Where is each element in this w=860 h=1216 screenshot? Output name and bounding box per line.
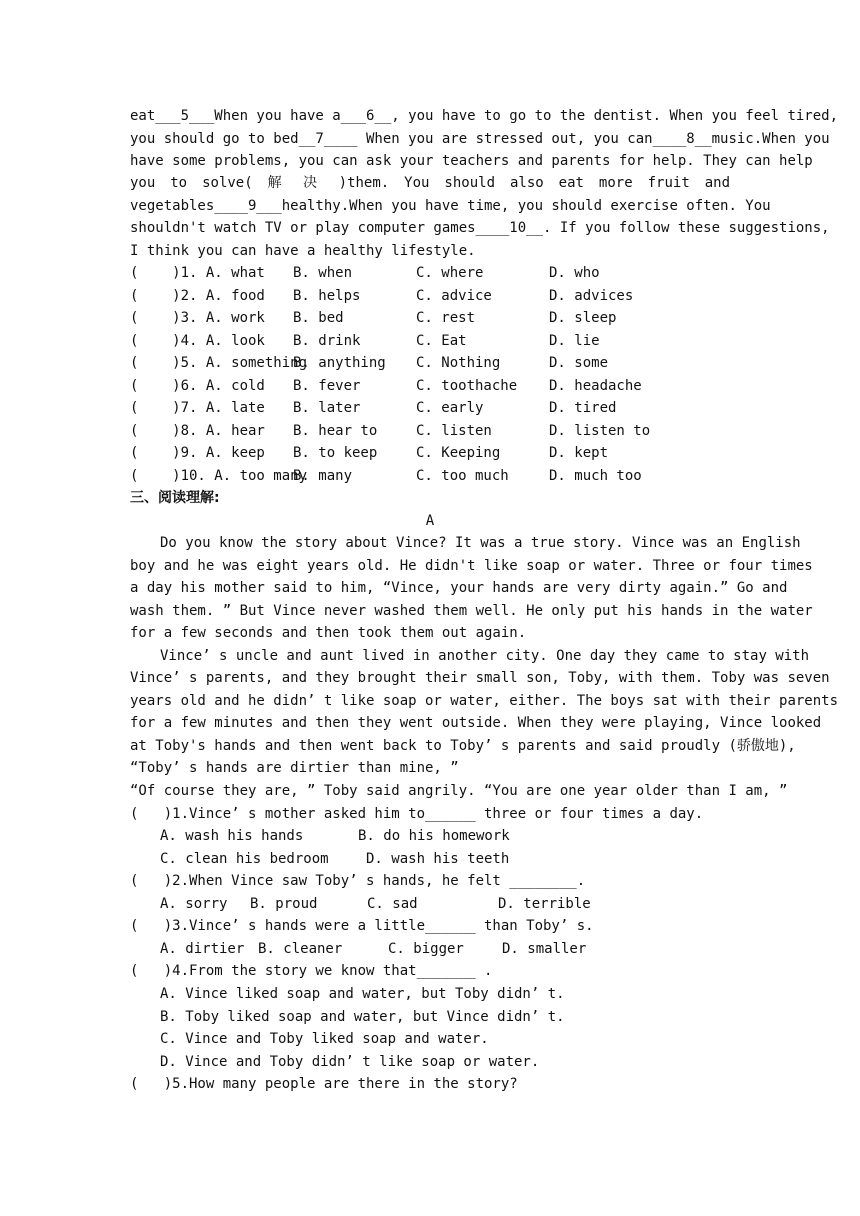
option-d: D. some [549,355,609,371]
passage-line: I think you can have a healthy lifestyle. [130,243,476,259]
option-c: C. toothache [416,378,518,394]
passage-line: Vince’ s uncle and aunt lived in another city. One day they came to stay with [160,648,810,664]
option-a: A. wash his hands [160,828,304,844]
passage-line: Do you know the story about Vince? It was a true story. Vince was an English [160,535,801,551]
option-c: C. early [416,400,484,416]
option-b: B. bed [293,310,344,326]
option-d: D. headache [549,378,642,394]
option-d: D. terrible [498,896,591,912]
option-d: D. sleep [549,310,617,326]
option-d: D. tired [549,400,617,416]
option-c: C. rest [416,310,476,326]
option-row [130,893,730,915]
option-d: D. who [549,265,600,281]
option-b: B. many [293,468,353,484]
question-number: ( )4. A. look [130,333,265,349]
option-d: D. wash his teeth [366,851,510,867]
question-row [130,307,730,329]
question-number: ( )8. A. hear [130,423,265,439]
question-row [130,285,730,307]
passage-line: at Toby's hands and then went back to Toby’ s parents and said proudly (骄傲地), [130,738,796,754]
option-b: B. later [293,400,361,416]
passage-line: eat___5___When you have a___6__, you have to go to the dentist. When you feel tired, [130,108,839,124]
option-row [130,1006,730,1028]
question-row [130,420,730,442]
question-stem: ( )3.Vince’ s hands were a little______ than Toby’ s. [130,918,594,934]
option-b: B. anything [293,355,386,371]
question-row [130,442,730,464]
option-a: A. Vince liked soap and water, but Toby didn’ t. [160,986,565,1002]
question-number: ( )2. A. food [130,288,265,304]
question-number: ( )5. A. something [130,355,308,371]
option-d: D. much too [549,468,642,484]
option-d: D. smaller [502,941,587,957]
option-b: B. hear to [293,423,378,439]
option-c: C. Vince and Toby liked soap and water. [160,1031,489,1047]
passage-line: shouldn't watch TV or play computer games____10__. If you follow these suggestions, [130,220,830,236]
question-row [130,465,730,487]
question-number: ( )10. A. too many [130,468,308,484]
passage-line: wash them. ” But Vince never washed them well. He only put his hands in the water [130,603,813,619]
passage-line: vegetables____9___healthy.When you have time, you should exercise often. You [130,198,771,214]
option-row [130,848,730,870]
option-b: B. fever [293,378,361,394]
question-stem: ( )1.Vince’ s mother asked him to______ three or four times a day. [130,806,704,822]
option-c: C. advice [416,288,492,304]
option-row [130,983,730,1005]
option-c: C. where [416,265,484,281]
option-c: C. listen [416,423,492,439]
question-stem: ( )5.How many people are there in the story? [130,1076,518,1092]
passage-line: you to solve( 解 决 )them. You should also eat more fruit and [130,175,730,191]
option-c: C. clean his bedroom [160,851,329,867]
question-row [130,330,730,352]
option-c: C. Nothing [416,355,501,371]
option-b: B. do his homework [358,828,510,844]
passage-line: a day his mother said to him, “Vince, your hands are very dirty again.” Go and [130,580,788,596]
option-d: D. kept [549,445,609,461]
question-number: ( )1. A. what [130,265,265,281]
option-c: C. bigger [388,941,464,957]
passage-line: you should go to bed__7____ When you are stressed out, you can____8__music.When you [130,131,830,147]
option-a: A. sorry [160,896,228,912]
option-b: B. helps [293,288,361,304]
question-row [130,352,730,374]
option-c: C. too much [416,468,509,484]
passage-line: “Toby’ s hands are dirtier than mine, ” [130,760,459,776]
option-b: B. to keep [293,445,378,461]
passage-line: boy and he was eight years old. He didn't like soap or water. Three or four times [130,558,813,574]
option-row [130,1028,730,1050]
option-b: B. proud [250,896,318,912]
option-d: D. advices [549,288,634,304]
passage-line: for a few seconds and then took them out again. [130,625,527,641]
passage-line: “Of course they are, ” Toby said angrily. “You are one year older than I am, ” [130,783,788,799]
passage-line: for a few minutes and then they went outside. When they were playing, Vince looked [130,715,822,731]
option-c: C. Eat [416,333,467,349]
option-d: D. lie [549,333,600,349]
option-c: C. Keeping [416,445,501,461]
option-row [130,938,730,960]
section-title: 三、阅读理解: [130,490,220,506]
passage-line: Vince’ s parents, and they brought their small son, Toby, with them. Toby was seven [130,670,830,686]
passage-line: have some problems, you can ask your teachers and parents for help. They can help [130,153,813,169]
option-b: B. cleaner [258,941,343,957]
option-b: B. drink [293,333,361,349]
option-d: D. Vince and Toby didn’ t like soap or water. [160,1054,540,1070]
question-number: ( )7. A. late [130,400,265,416]
question-row [130,262,730,284]
question-stem: ( )2.When Vince saw Toby’ s hands, he felt ________. [130,873,586,889]
question-row [130,397,730,419]
option-b: B. Toby liked soap and water, but Vince didn’ t. [160,1009,565,1025]
question-row [130,375,730,397]
question-stem: ( )4.From the story we know that_______ . [130,963,493,979]
question-number: ( )6. A. cold [130,378,265,394]
option-row [130,1051,730,1073]
option-d: D. listen to [549,423,651,439]
option-c: C. sad [367,896,418,912]
passage-label: A [425,513,435,529]
passage-line: years old and he didn’ t like soap or water, either. The boys sat with their parents [130,693,839,709]
option-row [130,825,730,847]
question-number: ( )9. A. keep [130,445,265,461]
option-b: B. when [293,265,353,281]
question-number: ( )3. A. work [130,310,265,326]
option-a: A. dirtier [160,941,245,957]
